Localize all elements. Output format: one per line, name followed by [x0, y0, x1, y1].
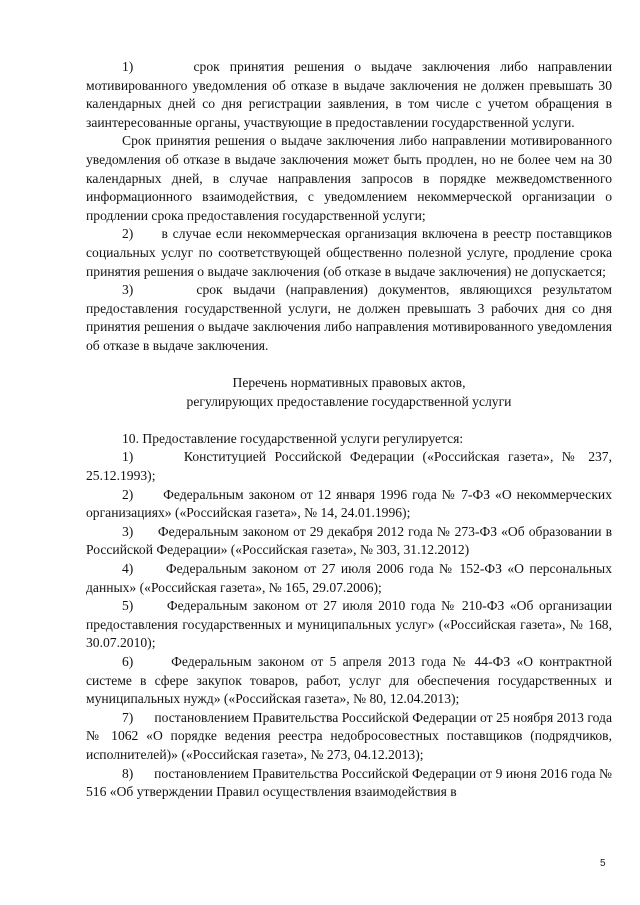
- list-item-law-210fz: 5) Федеральным законом от 27 июля 2010 года № 210-ФЗ «Об организации предоставления государственных и муниципальных услуг» («Российская газета», № 168, 30.07.2010);: [86, 598, 612, 651]
- spacer: [86, 411, 612, 430]
- list-item-law-44fz: 6) Федеральным законом от 5 апреля 2013 года № 44-ФЗ «О контрактной системе в сфере закупок товаров, работ, услуг для обеспечения государственных и муниципальных нужд» («Российская газета», № 80, 12.04.2013);: [86, 654, 612, 707]
- list-item-resolution-1062: 7) постановлением Правительства Российской Федерации от 25 ноября 2013 года № 1062 «О порядке ведения реестра недобросовестных поставщиков (подрядчиков, исполнителей)» («Российская газета», № 273, 04.12.2013);: [86, 709, 612, 762]
- list-item-law-273fz: 3) Федеральным законом от 29 декабря 2012 года № 273-ФЗ «Об образовании в Российской Федерации» («Российская газета», № 303, 31.12.2012): [86, 523, 612, 558]
- section-heading-line-2: регулирующих предоставление государственной услуги: [186, 393, 512, 409]
- paragraph-term-extension: Срок принятия решения о выдаче заключения либо направлении мотивированного уведомления об отказе в выдаче заключения может быть продлен, но не более чем на 30 календарных дней, в случае направления запросов в порядке межведомственного информационного взаимодействия, с уведомлением некоммерческой организации о продлении срока предоставления государственной услуги;: [86, 133, 612, 223]
- list-item-law-152fz: 4) Федеральным законом от 27 июля 2006 года № 152-ФЗ «О персональных данных» («Российская газета», № 165, 29.07.2006);: [86, 561, 612, 595]
- list-item-law-7fz: 2) Федеральным законом от 12 января 1996 года № 7-ФЗ «О некоммерческих организациях» («Российская газета», № 14, 24.01.1996);: [86, 486, 612, 521]
- document-page: [86, 58, 612, 802]
- paragraph-term-1: 1) срок принятия решения о выдаче заключения либо направлении мотивированного уведомления об отказе в выдаче заключения не должен превышать 30 календарных дней со дня регистрации заявления, в том числе с учетом обращения в заинтересованные органы, участвующие в предоставлении государственной услуги.: [86, 59, 612, 130]
- paragraph-item-10: 10. Предоставление государственной услуги регулируется:: [122, 430, 464, 446]
- spacer: [86, 356, 612, 375]
- page-number: 5: [600, 858, 606, 869]
- paragraph-term-2: 2) в случае если некоммерческая организация включена в реестр поставщиков социальных услуг по соответствующей общественно полезной услуге, продление срока принятия решения о выдаче заключения (об отказе в выдаче заключения) не допускается;: [86, 226, 612, 279]
- list-item-constitution: 1) Конституцией Российской Федерации («Российская газета», № 237, 25.12.1993);: [86, 449, 612, 484]
- section-heading-line-1: Перечень нормативных правовых актов,: [232, 375, 466, 391]
- paragraph-term-3: 3) срок выдачи (направления) документов, являющихся результатом предоставления государственной услуги, не должен превышать 3 рабочих дня со дня принятия решения о выдаче заключения либо направления мотивированного уведомления об отказе в выдаче заключения.: [86, 282, 612, 353]
- list-item-resolution-516: 8) постановлением Правительства Российской Федерации от 9 июня 2016 года № 516 «Об утверждении Правил осуществления взаимодействия в: [86, 765, 612, 800]
